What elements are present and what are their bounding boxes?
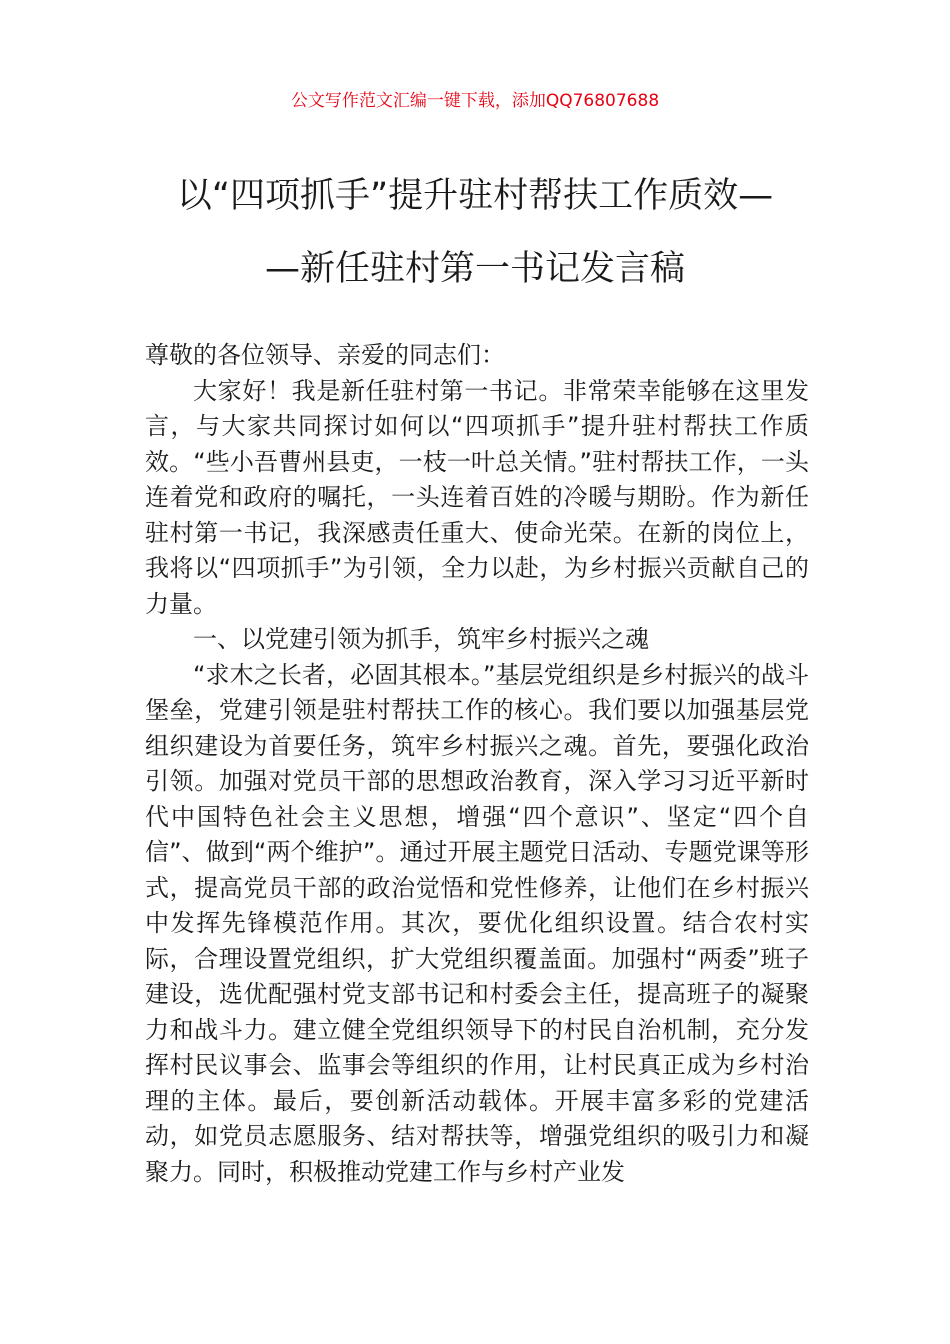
- salutation: 尊敬的各位领导、亲爱的同志们：: [145, 341, 505, 369]
- paragraph-party-building: “求木之长者，必固其根本。”基层党组织是乡村振兴的战斗堡垒，党建引领是驻村帮扶工作的核心。我们要以加强基层党组织建设为首要任务，筑牢乡村振兴之魂。首先，要强化政治引领。加强对党员干部的思想政治教育，深入学习习近平新时代中国特色社会主义思想，增强“四个意识”、坚定“四个自信”、做到“两个维护”。通过开展主题党日活动、专题党课等形式，提高党员干部的政治觉悟和党性修养，让他们在乡村振兴中发挥先锋模范作用。其次，要优化组织设置。结合农村实际，合理设置党组织，扩大党组织覆盖面。加强村“两委”班子建设，选优配强村党支部书记和村委会主任，提高班子的凝聚力和战斗力。建立健全党组织领导下的村民自治机制，充分发挥村民议事会、监事会等组织的作用，让村民真正成为乡村治理的主体。最后，要创新活动载体。开展丰富多彩的党建活动，如党员志愿服务、结对帮扶等，增强党组织的吸引力和凝聚力。同时，积极推动党建工作与乡村产业发: [145, 660, 809, 1186]
- header-note: 公文写作范文汇编一键下载，添加QQ76807688: [290, 91, 660, 111]
- document-title-line-1: 以“四项抓手”提升驻村帮扶工作质效—: [176, 176, 774, 216]
- document-body: [145, 338, 809, 1190]
- document-title-line-2: —新任驻村第一书记发言稿: [264, 249, 685, 289]
- paragraph-opening: 大家好！我是新任驻村第一书记。非常荣幸能够在这里发言，与大家共同探讨如何以“四项抓手”提升驻村帮扶工作质效。“些小吾曹州县吏，一枝一叶总关情。”驻村帮扶工作，一头连着党和政府的嘱托，一头连着百姓的冷暖与期盼。作为新任驻村第一书记，我深感责任重大、使命光荣。在新的岗位上，我将以“四项抓手”为引领，全力以赴，为乡村振兴贡献自己的力量。: [145, 376, 809, 618]
- section-heading-1: 一、以党建引领为抓手，筑牢乡村振兴之魂: [193, 625, 649, 653]
